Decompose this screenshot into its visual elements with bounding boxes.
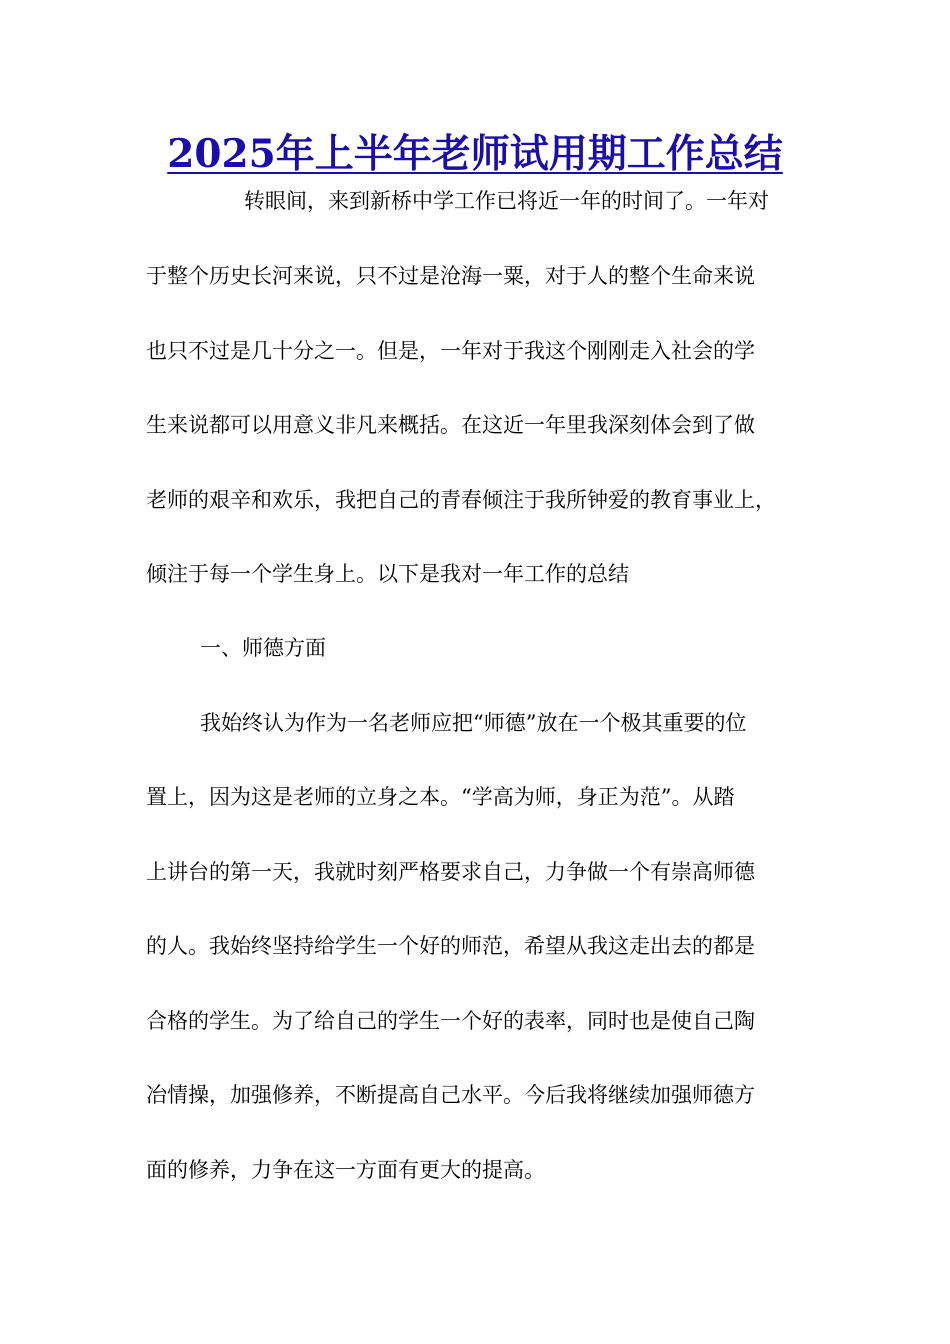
paragraph-line-9: 上讲台的第一天，我就时刻严格要求自己，力争做一个有崇高师德	[146, 860, 755, 884]
paragraph-line-7: 我始终认为作为一名老师应把“师德”放在一个极其重要的位	[200, 711, 747, 735]
paragraph-line-5: 老师的艰辛和欢乐，我把自己的青春倾注于我所钟爱的教育事业上，	[146, 488, 776, 512]
paragraph-line-13: 面的修养，力争在这一方面有更大的提高。	[146, 1158, 545, 1182]
paragraph-line-11: 合格的学生。为了给自己的学生一个好的表率，同时也是使自己陶	[146, 1009, 755, 1033]
paragraph-line-1: 转眼间，来到新桥中学工作已将近一年的时间了。一年对	[244, 189, 769, 213]
paragraph-line-12: 冶情操，加强修养，不断提高自己水平。今后我将继续加强师德方	[146, 1083, 755, 1107]
paragraph-line-2: 于整个历史长河来说，只不过是沧海一粟，对于人的整个生命来说	[146, 264, 755, 288]
paragraph-line-3: 也只不过是几十分之一。但是，一年对于我这个刚刚走入社会的学	[146, 339, 755, 363]
paragraph-line-8: 置上，因为这是老师的立身之本。“学高为师，身正为范”。从踏	[146, 785, 735, 809]
section-heading: 一、师德方面	[200, 636, 326, 660]
paragraph-line-4: 生来说都可以用意义非凡来概括。在这近一年里我深刻体会到了做	[146, 413, 755, 437]
paragraph-line-6: 倾注于每一个学生身上。以下是我对一年工作的总结	[146, 562, 629, 586]
paragraph-line-10: 的人。我始终坚持给学生一个好的师范，希望从我这走出去的都是	[146, 934, 755, 958]
document-title-link[interactable]: 2025年上半年老师试用期工作总结	[167, 131, 783, 177]
